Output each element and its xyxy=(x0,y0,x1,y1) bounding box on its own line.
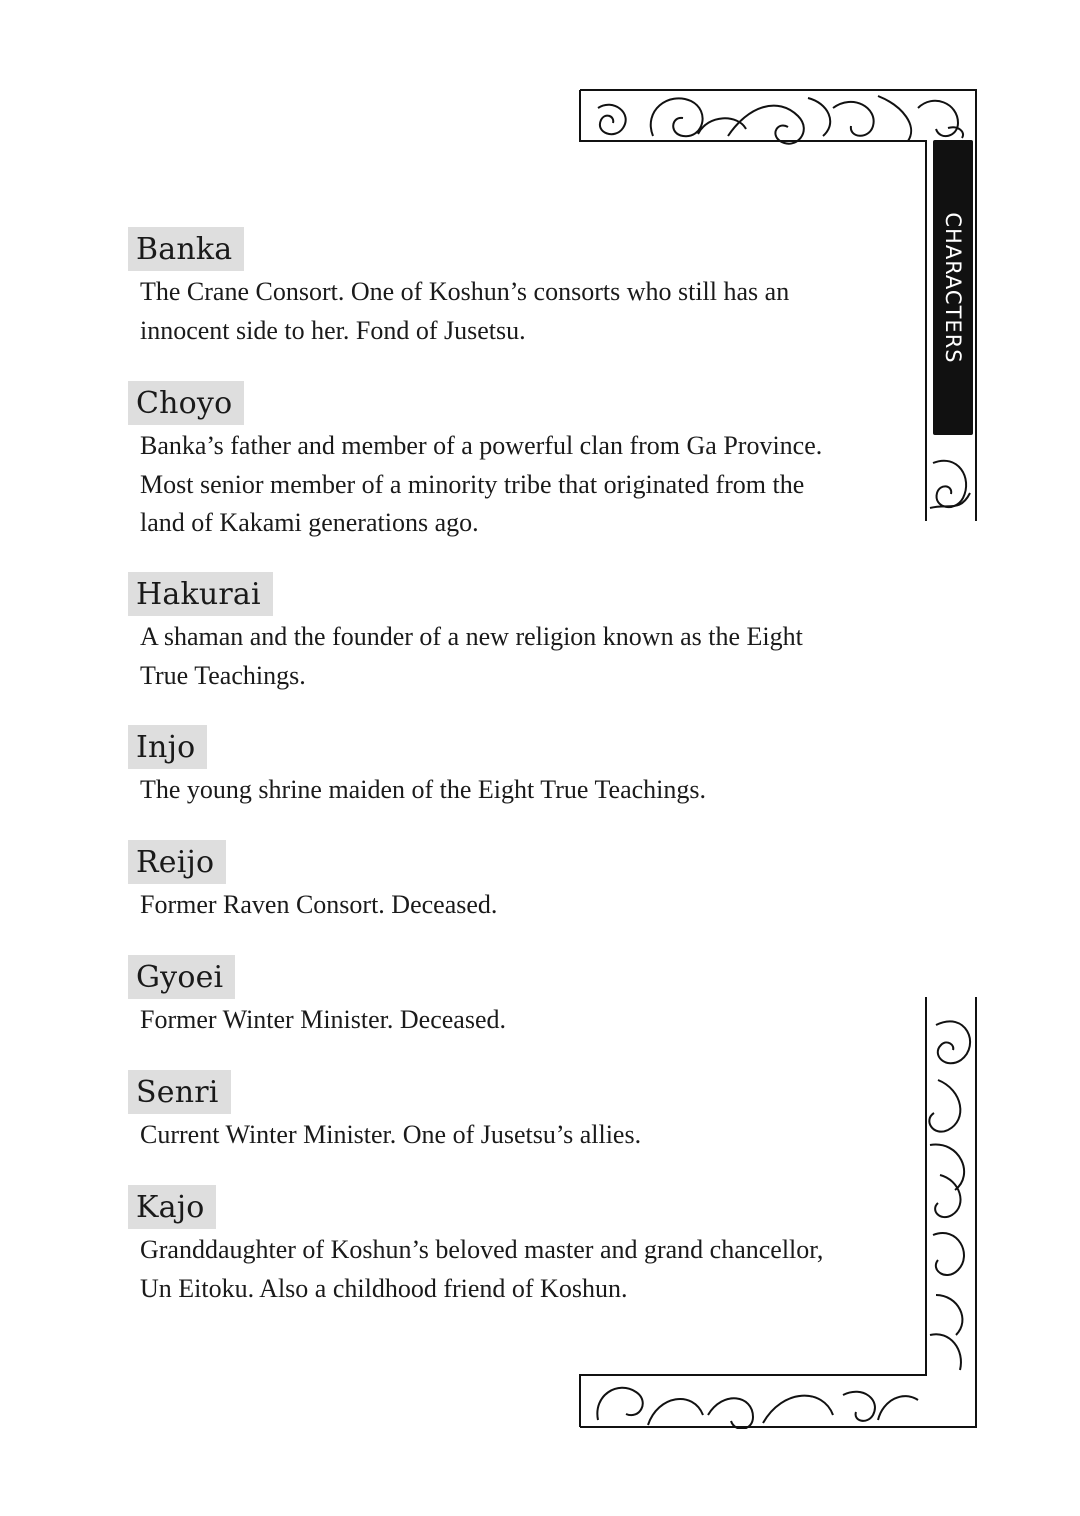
character-description: Former Winter Minister. Deceased. xyxy=(140,1005,506,1034)
character-name: Injo xyxy=(128,725,207,769)
character-description: Banka’s father and member of a powerful clan from Ga Province. Most senior member of a minority tribe that originated from the land of Kakami generations ago. xyxy=(140,431,823,537)
character-description: Current Winter Minister. One of Jusetsu’s allies. xyxy=(140,1120,642,1149)
side-tab xyxy=(933,140,973,435)
character-list xyxy=(128,227,888,1308)
character-name: Gyoei xyxy=(128,955,235,999)
character-entry xyxy=(128,227,888,381)
character-name: Reijo xyxy=(128,840,226,884)
character-entry xyxy=(128,1070,888,1185)
character-entry xyxy=(128,955,888,1070)
side-tab-label: CHARACTERS xyxy=(941,211,965,364)
character-name: Kajo xyxy=(128,1185,216,1229)
character-name: Senri xyxy=(128,1070,231,1114)
character-entry xyxy=(128,725,888,840)
character-description: Granddaughter of Koshun’s beloved master and grand chancellor, Un Eitoku. Also a childhood friend of Koshun. xyxy=(140,1235,824,1303)
character-description: A shaman and the founder of a new religion known as the Eight True Teachings. xyxy=(140,622,803,690)
character-name: Hakurai xyxy=(128,572,273,616)
character-entry xyxy=(128,572,888,725)
character-entry xyxy=(128,1185,888,1308)
character-name: Choyo xyxy=(128,381,244,425)
character-entry xyxy=(128,381,888,572)
character-description: The Crane Consort. One of Koshun’s consorts who still has an innocent side to her. Fond of Jusetsu. xyxy=(140,277,790,345)
character-description: Former Raven Consort. Deceased. xyxy=(140,890,498,919)
character-description: The young shrine maiden of the Eight True Teachings. xyxy=(140,775,706,804)
character-entry xyxy=(128,840,888,955)
character-name: Banka xyxy=(128,227,244,271)
